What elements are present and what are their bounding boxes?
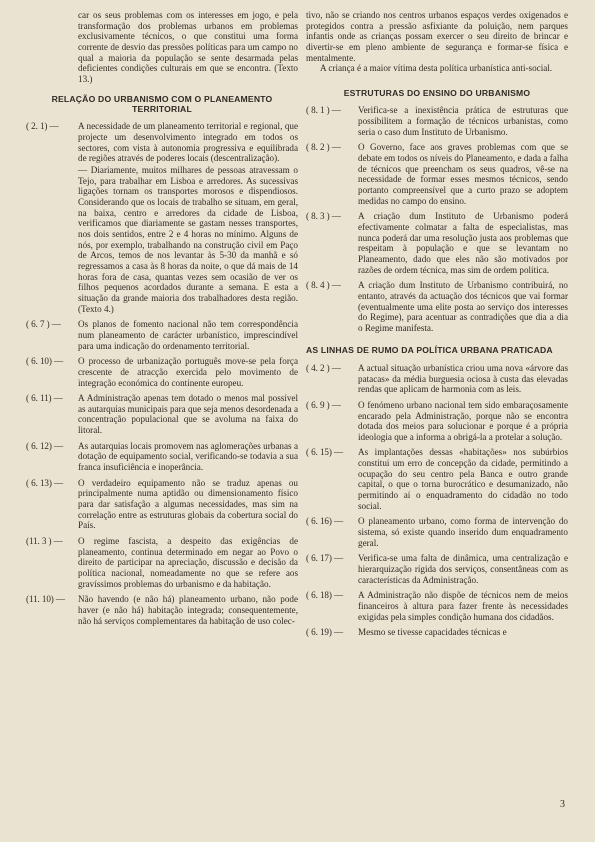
numbered-item [306,105,568,137]
item-body [78,536,298,589]
item-reference: ( 6. 16) — [306,516,344,527]
numbered-item [306,516,568,548]
numbered-item [306,553,568,585]
item-body [358,553,568,585]
item-paragraph: A necessidade de um planeamento territorial e regional, que projecte um desenvolvimento integrado em todos os sectores, com vista à autonomia progressiva e equilibrada de regiões através de poderes locais (descentralização). [78,121,298,164]
item-body [358,590,568,622]
item-reference: (11. 3 ) — [26,536,63,547]
left-column [26,10,298,631]
item-body [358,211,568,275]
item-body [78,594,298,626]
item-paragraph: A Administração não dispõe de técnicos nem de meios financeiros à altura para fazer frente às necessidades exigidas pela simples condição humana dos cidadãos. [358,590,568,622]
item-body [358,447,568,511]
numbered-item [306,400,568,443]
right-item-list-politica [306,363,568,638]
numbered-item [306,627,568,638]
item-reference: ( 6. 17) — [306,553,344,564]
right-intro-paragraph-2: A criança é a maior vítima desta política urbanística anti-social. [320,63,553,74]
item-paragraph: As autarquias locais promovem nas aglomerações urbanas a dotação de equipamento social, verificando-se todavia a sua franca insuficiência e inoperância. [78,440,298,473]
item-reference: ( 6. 7 ) — [26,319,61,330]
left-intro-paragraph: car os seus problemas com os interesses em jogo, e pela transformação dos problemas urbanos em problemas exclusivamente técnicos, o que constitui uma forma corrente de desvio das pressões políticas para um campo no qual a maioria da população se sente desarmada pelas deficientes condições culturais em que se encontra. (Texto 13.) [78,10,298,84]
item-paragraph: Mesmo se tivesse capacidades técnicas e [358,627,507,638]
item-paragraph: Os planos de fomento nacional não tem correspondência num planeamento de carácter urbanístico, imprescindível para uma indicação do ordenamento territorial. [78,319,298,351]
item-reference: ( 6. 9 ) — [306,399,341,410]
item-paragraph: O regime fascista, a despeito das exigências de planeamento, continua determinado em negar ao Povo o direito de participar na apreciação, discussão e decisão da política nacional, nomeadamente no que se refere aos gravíssimos problemas do urbanismo e da habitação. [78,536,298,589]
item-body [78,121,298,314]
item-reference: ( 2. 1) — [26,121,59,132]
item-paragraph: A actual situação urbanística criou uma nova «árvore das patacas» da média burguesia ociosa à custa das elevadas rendas que aplicam de harmonia com as leis. [358,362,568,395]
item-body [358,400,568,443]
item-body [78,356,298,388]
item-body [78,319,298,351]
item-paragraph: A criação dum Instituto de Urbanismo contribuirá, no entanto, através da actuação dos técnicos que vai formar (eventualmente uma elite posta ao serviço dos interesses do Regime), para acentuar as contradições que dia a dia o Regime manifesta. [358,280,568,333]
item-body [358,280,568,333]
item-paragraph: O planeamento urbano, como forma de intervenção do sistema, só existe quando inserido dum enquadramento geral. [358,516,568,548]
item-body [358,142,568,206]
item-reference: ( 6. 15) — [306,447,344,458]
right-column [306,10,568,643]
numbered-item [26,478,298,531]
numbered-item [306,211,568,275]
numbered-item [306,590,568,622]
numbered-item [26,121,298,314]
item-body [358,627,568,638]
numbered-item [26,594,298,626]
numbered-item [26,536,298,589]
item-paragraph: A criação dum Instituto de Urbanismo poderá efectivamente colmatar a falta de especialistas, mas nunca poderá dar uma resolução justa aos problemas que respeitam à população e que se levantam no Planeamento, dado que eles não são motivados por razões de ordem técnica, mas sim de ordem política. [358,211,568,275]
item-paragraph: O Governo, face aos graves problemas com que se debate em todos os níveis do Planeamento, e dada a falha de técnicos que preencham os seus quadros, vê-se na necessidade de formar esses mesmos técnicos, sendo portanto compreensível que a curto prazo se adoptem medidas no campo do ensino. [358,142,568,206]
item-body [358,363,568,395]
item-paragraph: A Administração apenas tem dotado o menos mal possível as autarquias municipais para que seja menos desordenada a concentração populacional que se avoluma na faixa do litoral. [78,393,298,436]
item-reference: ( 8. 4 ) — [306,280,341,291]
item-body [78,393,298,436]
section-heading-ensino: ESTRUTURAS DO ENSINO DO URBANISMO [343,87,531,98]
numbered-item [26,319,298,351]
item-reference: ( 6. 10) — [26,356,64,367]
item-reference: ( 6. 12) — [26,440,64,451]
item-reference: (11. 10) — [26,594,65,605]
item-paragraph: Verifica-se a inexistência prática de estruturas que possibilitem a formação de técnicos urbanistas, como seria o caso dum Instituto de Urbanismo. [358,105,568,137]
item-reference: ( 6. 18) — [306,590,344,601]
item-body [78,441,298,473]
section-heading-planeamento: RELAÇÃO DO URBANISMO COM O PLANEAMENTO TERRITORIAL [51,93,273,114]
item-reference: ( 6. 19) — [306,627,344,638]
item-body [358,516,568,548]
item-body [78,478,298,531]
item-reference: ( 6. 11) — [26,393,63,404]
numbered-item [26,356,298,388]
item-reference: ( 8. 2 ) — [306,142,341,153]
item-paragraph: O processo de urbanização português move-se pela força crescente de atracção exercida pelo movimento de integração económica do continente europeu. [78,356,298,388]
numbered-item [306,447,568,511]
item-paragraph: As implantações dessas «habitações» nos subúrbios constitui um erro de concepção da cidade, permitindo a ocupação do seu centro pela Banca e outro grande capital, o que o torna burocrático e desumanizado, não permitindo aí o enquadramento do cidadão no todo social. [358,447,568,511]
item-paragraph: — Diariamente, muitos milhares de pessoas atravessam o Tejo, para trabalhar em Lisboa e arredores. As sucessivas ligações tornam os transportes morosos e dispendiosos. Considerando que os locais de trabalho se situam, em geral, na baixa, centro e arredores da cidade de Lisboa, verificamos que diariamente se gastam nesses transportes, nos dois sentidos, entre 2 e 4 horas no mínimo. Alguns de nós, por exemplo, trabalhando na construção civil em Paço de Arcos, temos de nos levantar às 5-30 da manhã e só regressamos a casa às 8 horas da noite, o que dá mais de 14 horas fora de casa, quantas vezes sem ocasião de ver os filhos pequenos acordados durante a semana. E esta a situação da grande maioria dos trabalhadores desta região. (Texto 4.) [78,165,298,314]
numbered-item [306,363,568,395]
page-number: 3 [560,799,565,810]
item-paragraph: O verdadeiro equipamento não se traduz apenas ou principalmente numa aptidão ou dimensionamento físico para dar satisfação a algumas necessidades, mas sim na correlação entre as estruturas globais da cobertura social do País. [78,477,298,531]
item-body [358,105,568,137]
section-heading-linhas-de-rumo: AS LINHAS DE RUMO DA POLÍTICA URBANA PRATICADA [306,345,553,356]
numbered-item [306,280,568,333]
right-item-list-ensino [306,105,568,333]
left-item-list [26,121,298,626]
numbered-item [26,441,298,473]
item-paragraph: O fenómeno urbano nacional tem sido embaraçosamente encarado pela Administração, porque não se encontra dotada dos meios para solucionar e porque é a própria ideologia que a informa a obrigá-la a protelar a solução. [358,399,568,442]
item-reference: ( 8. 3 ) — [306,211,341,222]
numbered-item [26,393,298,436]
numbered-item [306,142,568,206]
item-reference: ( 4. 2 ) — [306,362,341,373]
item-reference: ( 6. 13) — [26,477,64,488]
item-paragraph: Não havendo (e não há) planeamento urbano, não pode haver (e não há) habitação integrada; consequentemente, não há serviços complementares da habitação de uso colec- [78,594,298,626]
right-intro-paragraph-1: tivo, não se criando nos centros urbanos espaços verdes oxigenados e protegidos contra a pressão asfixiante da poluição, nem parques infantis onde as crianças possam exercer o seu direito de brincar e divertir-se em pleno ambiente de segurança e formar-se física e mentalmente. [306,10,568,63]
item-paragraph: Verifica-se uma falta de dinâmica, uma centralização e hierarquização rígida dos serviços, consentâneas com as características da Administração. [358,553,568,585]
item-reference: ( 8. 1 ) — [306,105,341,116]
